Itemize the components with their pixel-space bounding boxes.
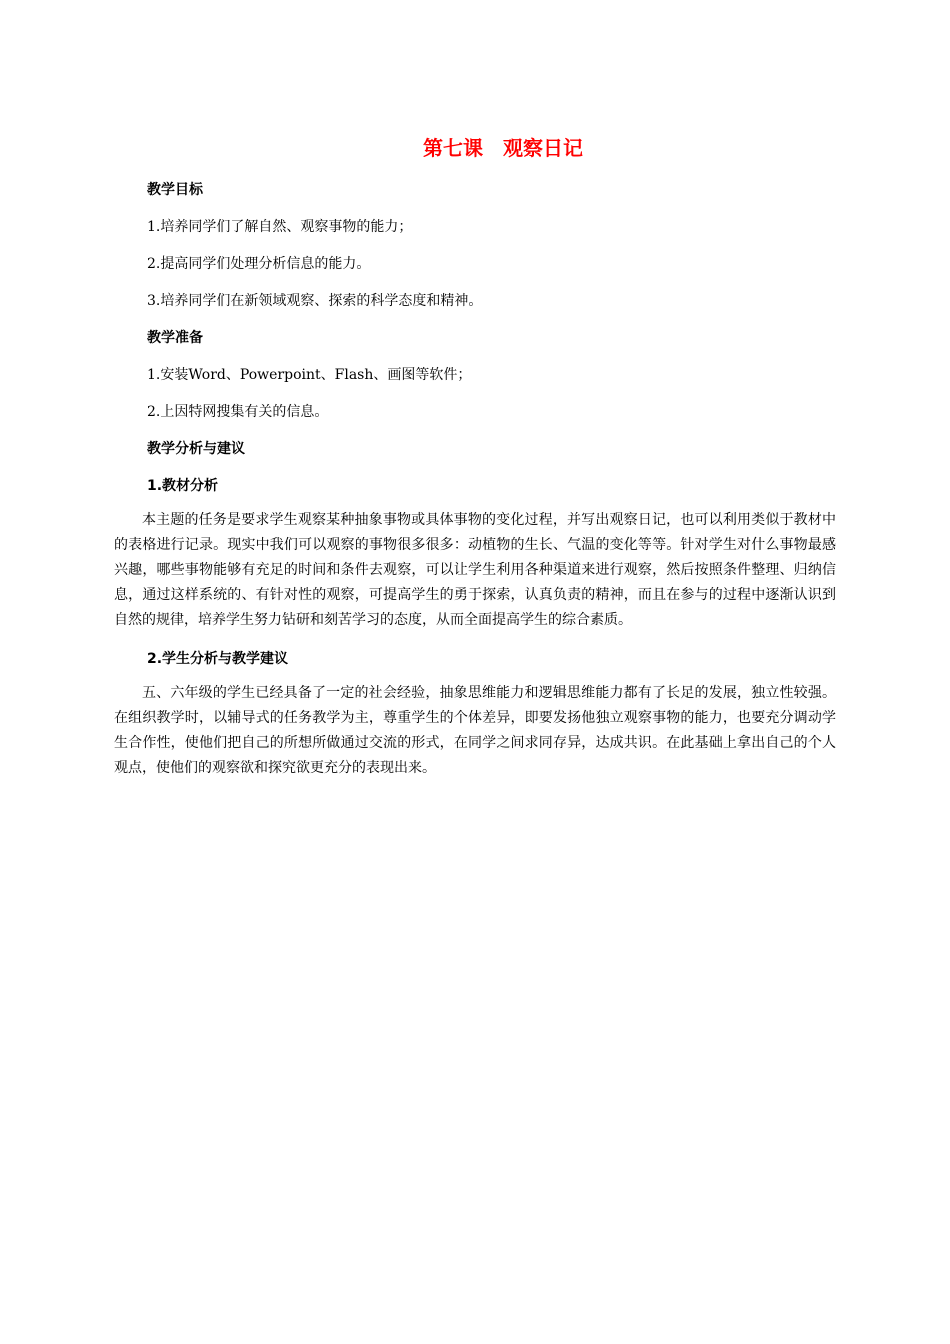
document-title: 第七课 观察日记 — [423, 136, 583, 160]
preparation-item-1: 1.安装Word、Powerpoint、Flash、画图等软件； — [147, 367, 472, 383]
section-heading-analysis: 教学分析与建议 — [147, 441, 245, 457]
paragraph-textbook-analysis: 本主题的任务是要求学生观察某种抽象事物或具体事物的变化过程，并写出观察日记，也可以利用类似于教材中的表格进行记录。现实中我们可以观察的事物很多很多：动植物的生长、气温的变化等等。针对学生对什么事物最感兴趣，哪些事物能够有充足的时间和条件去观察，可以让学生利用各种渠道来进行观察，然后按照条件整理、归纳信息，通过这样系统的、有针对性的观察，可提高学生的勇于探索，认真负责的精神，而且在参与的过程中逐渐认识到自然的规律，培养学生努力钻研和刻苦学习的态度，从而全面提高学生的综合素质。 — [114, 512, 836, 628]
section-heading-preparation: 教学准备 — [147, 330, 203, 346]
objective-item-2: 2.提高同学们处理分析信息的能力。 — [147, 256, 371, 272]
document-page — [114, 128, 836, 781]
objective-item-1: 1.培养同学们了解自然、观察事物的能力； — [147, 219, 413, 235]
subsection-heading-textbook: 1.教材分析 — [147, 478, 219, 494]
section-heading-objectives: 教学目标 — [147, 182, 203, 198]
preparation-item-2: 2.上因特网搜集有关的信息。 — [147, 404, 329, 420]
subsection-heading-students: 2.学生分析与教学建议 — [147, 651, 289, 667]
objective-item-3: 3.培养同学们在新领域观察、探索的科学态度和精神。 — [147, 293, 483, 309]
paragraph-student-analysis: 五、六年级的学生已经具备了一定的社会经验，抽象思维能力和逻辑思维能力都有了长足的发展，独立性较强。在组织教学时，以辅导式的任务教学为主，尊重学生的个体差异，即要发扬他独立观察事物的能力，也要充分调动学生合作性，使他们把自己的所想所做通过交流的形式，在同学之间求同存异，达成共识。在此基础上拿出自己的个人观点，使他们的观察欲和探究欲更充分的表现出来。 — [114, 685, 836, 776]
